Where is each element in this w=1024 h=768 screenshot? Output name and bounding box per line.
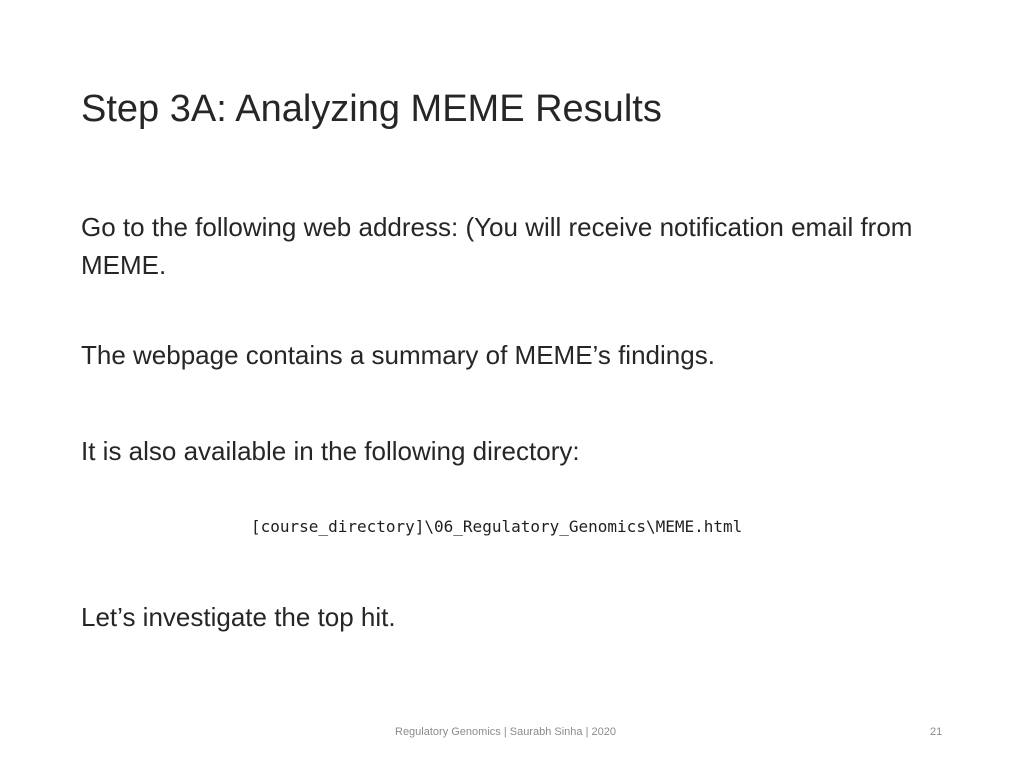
paragraph-summary: The webpage contains a summary of MEME’s findings.	[81, 340, 715, 370]
directory-path: [course_directory]\06_Regulatory_Genomics\MEME.html	[251, 517, 743, 536]
slide-footer: Regulatory Genomics | Saurabh Sinha | 2020	[395, 726, 616, 738]
paragraph-web-address: Go to the following web address: (You will receive notification email from MEME.	[81, 212, 913, 280]
slide-title: Step 3A: Analyzing MEME Results	[81, 88, 662, 130]
paragraph-directory: It is also available in the following directory:	[81, 436, 580, 466]
page-number: 21	[930, 726, 943, 738]
paragraph-top-hit: Let’s investigate the top hit.	[81, 602, 396, 632]
